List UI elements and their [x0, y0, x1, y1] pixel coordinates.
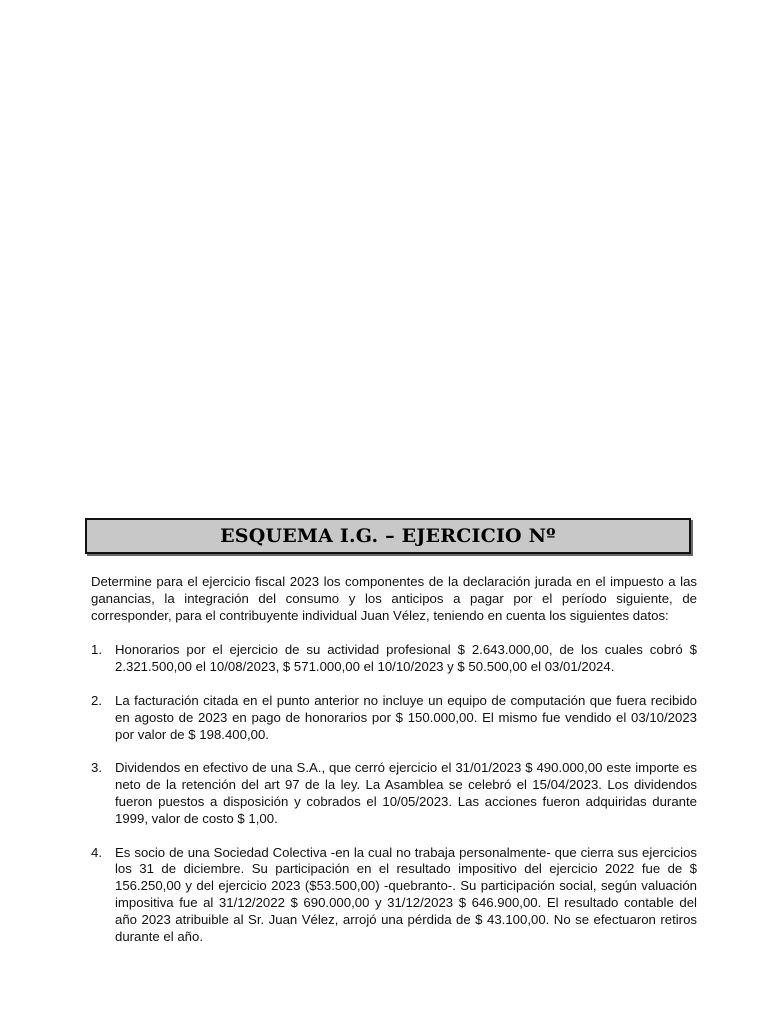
list-item-text: Dividendos en efectivo de una S.A., que cerró ejercicio el 31/01/2023 $ 490.000,00 este importe es neto de la retención del art 97 de la ley. La Asamblea se celebró el 15/04/2023. Los dividendos fueron puestos a disposición y cobrados el 10/05/2023. Las acciones fueron adquiridas durante 1999, valor de costo $ 1,00. [115, 760, 697, 826]
list-item-number: 4. [91, 844, 102, 860]
data-list [91, 642, 697, 945]
list-item-text: Honorarios por el ejercicio de su actividad profesional $ 2.643.000,00, de los cuales cobró $ 2.321.500,00 el 10/08/2023, $ 571.000,00 el 10/10/2023 y $ 50.500,00 el 03/01/2024. [115, 642, 697, 675]
list-item [91, 845, 697, 946]
intro-paragraph: Determine para el ejercicio fiscal 2023 los componentes de la declaración jurada en el impuesto a las ganancias, la integración del consumo y los anticipos a pagar por el período siguiente, de corresponder, para el contribuyente individual Juan Vélez, teniendo en cuenta los siguientes datos: [91, 574, 697, 623]
list-item-text: Es socio de una Sociedad Colectiva -en la cual no trabaja personalmente- que cierra sus ejercicios los 31 de diciembre. Su participación en el resultado impositivo del ejercicio 2022 fue de $ 156.250,00 y del ejercicio 2023 ($53.500,00) -quebranto-. Su participación social, según valuación impositiva fue al 31/12/2022 $ 690.000,00 y 31/12/2023 $ 646.900,00. El resultado contable del año 2023 atribuible al Sr. Juan Vélez, arrojó una pérdida de $ 43.100,00. No se efectuaron retiros durante el año. [115, 844, 697, 944]
list-item-number: 1. [91, 642, 102, 658]
list-item [91, 760, 697, 827]
list-item-number: 2. [91, 692, 102, 708]
document-body [91, 574, 697, 945]
title-box [85, 518, 691, 554]
document-title: ESQUEMA I.G. – EJERCICIO Nº [220, 525, 556, 547]
list-item [91, 693, 697, 743]
list-item-number: 3. [91, 760, 102, 776]
list-item-text: La facturación citada en el punto anterior no incluye un equipo de computación que fuera recibido en agosto de 2023 en pago de honorarios por $ 150.000,00. El mismo fue vendido el 03/10/2023 por valor de $ 198.400,00. [115, 692, 697, 742]
list-item [91, 642, 697, 676]
